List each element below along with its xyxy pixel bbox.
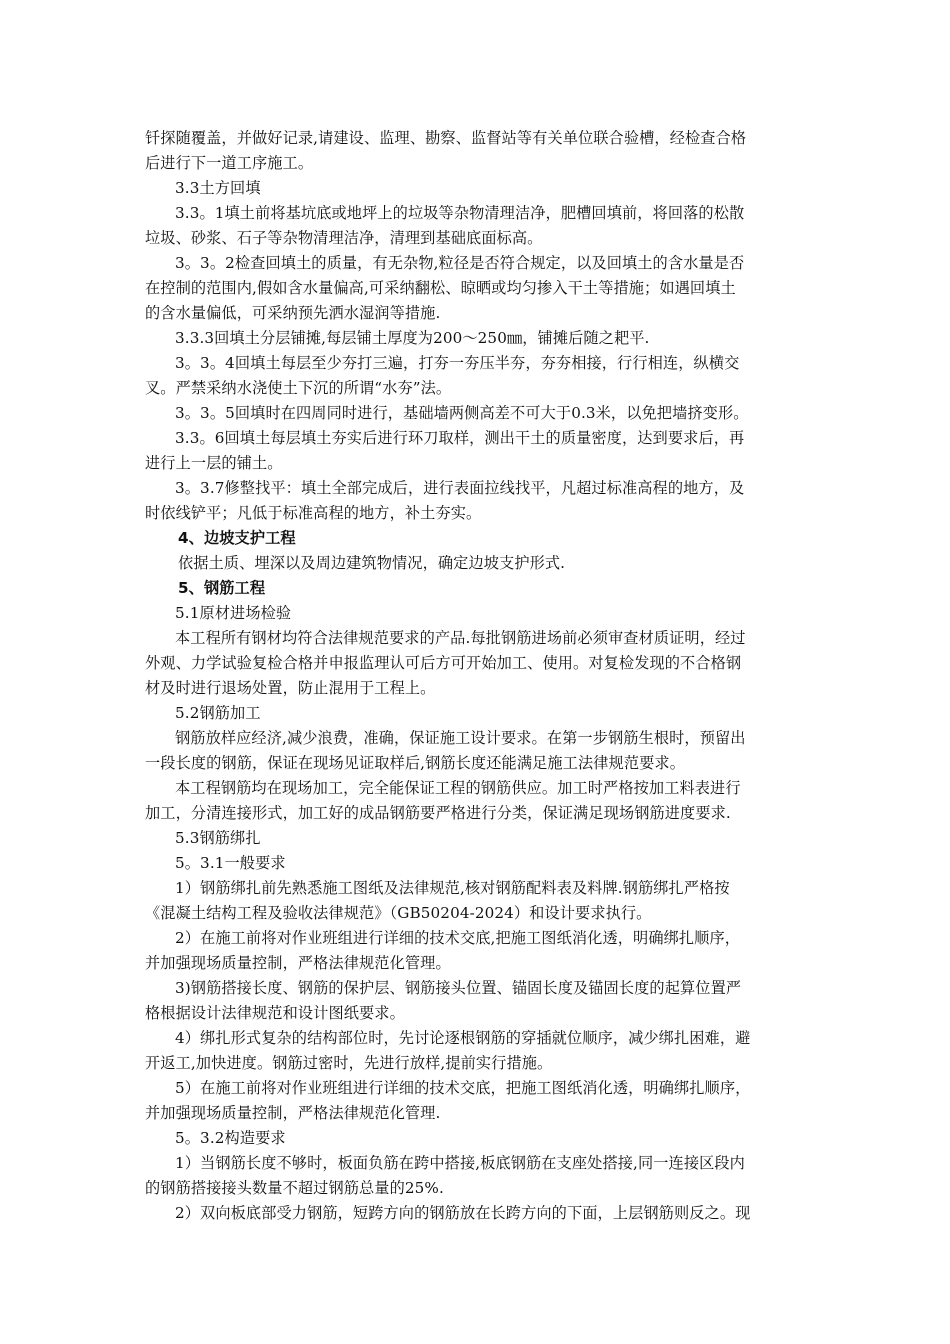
- text-line: 的含水量偏低，可采纳预先洒水湿润等措施.: [145, 304, 441, 322]
- text-line: 4）绑扎形式复杂的结构部位时，先讨论逐根钢筋的穿插就位顺序，减少绑扎困难，避: [175, 1029, 751, 1047]
- text-line: 3。3。4回填土每层至少夯打三遍，打夯一夯压半夯，夯夯相接，行行相连，纵横交: [175, 354, 740, 372]
- text-line: 3.3。1填土前将基坑底或地坪上的垃圾等杂物清理洁净，肥槽回填前，将回落的松散: [175, 204, 745, 222]
- text-line: 3.3.3回填土分层铺摊,每层铺土厚度为200～250㎜，铺摊后随之耙平.: [175, 329, 650, 347]
- text-line: 后进行下一道工序施工。: [145, 154, 314, 172]
- text-line: 格根据设计法律规范和设计图纸要求。: [145, 1004, 405, 1022]
- text-line: 叉。严禁采纳水浇使土下沉的所谓“水夯”法。: [145, 379, 452, 397]
- text-line: 的钢筋搭接接头数量不超过钢筋总量的25%.: [145, 1179, 444, 1197]
- text-line: 开返工,加快进度。钢筋过密时，先进行放样,提前实行措施。: [145, 1054, 553, 1072]
- text-line: 加工，分清连接形式，加工好的成品钢筋要严格进行分类，保证满足现场钢筋进度要求.: [145, 804, 731, 822]
- text-line: 3。3。5回填时在四周同时进行，基础墙两侧高差不可大于0.3米，以免把墙挤变形。: [175, 404, 749, 422]
- text-line: 3.3。6回填土每层填土夯实后进行环刀取样，测出干土的质量密度，达到要求后，再: [175, 429, 745, 447]
- text-line: 并加强现场质量控制，严格法律规范化管理。: [145, 954, 451, 972]
- text-line: 3)钢筋搭接长度、钢筋的保护层、钢筋接头位置、锚固长度及锚固长度的起算位置严: [175, 979, 742, 997]
- text-line: 1）当钢筋长度不够时，板面负筋在跨中搭接,板底钢筋在支座处搭接,同一连接区段内: [175, 1154, 745, 1172]
- text-line: 5）在施工前将对作业班组进行详细的技术交底，把施工图纸消化透，明确绑扎顺序，: [175, 1079, 751, 1097]
- text-line: 本工程钢筋均在现场加工，完全能保证工程的钢筋供应。加工时严格按加工料表进行: [175, 779, 741, 797]
- subsection-heading: 5.1原材进场检验: [175, 604, 292, 622]
- subsection-heading: 5。3.1一般要求: [175, 854, 286, 872]
- section-heading: 3.3土方回填: [175, 179, 261, 197]
- text-line: 3。3。2检查回填土的质量，有无杂物,粒径是否符合规定，以及回填土的含水量是否: [175, 254, 745, 272]
- text-line: 依据土质、埋深以及周边建筑物情况，确定边坡支护形式.: [178, 554, 566, 572]
- section-heading: 5、钢筋工程: [178, 579, 266, 597]
- subsection-heading: 5.3钢筋绑扎: [175, 829, 261, 847]
- text-line: 外观、力学试验复检合格并申报监理认可后方可开始加工、使用。对复检发现的不合格钢: [145, 654, 742, 672]
- text-line: 材及时进行退场处置，防止混用于工程上。: [145, 679, 436, 697]
- section-heading: 4、边坡支护工程: [178, 529, 296, 547]
- text-line: 并加强现场质量控制，严格法律规范化管理.: [145, 1104, 441, 1122]
- subsection-heading: 5。3.2构造要求: [175, 1129, 286, 1147]
- text-line: 一段长度的钢筋，保证在现场见证取样后,钢筋长度还能满足施工法律规范要求。: [145, 754, 685, 772]
- text-line: 在控制的范围内,假如含水量偏高,可采纳翻松、晾晒或均匀掺入干土等措施；如遇回填土: [145, 279, 736, 297]
- text-line: 1）钢筋绑扎前先熟悉施工图纸及法律规范,核对钢筋配料表及料牌.钢筋绑扎严格按: [175, 879, 730, 897]
- text-line: 时依线铲平；凡低于标准高程的地方，补土夯实。: [145, 504, 482, 522]
- text-line: 垃圾、砂浆、石子等杂物清理洁净，清理到基础底面标高。: [145, 229, 543, 247]
- text-line: 《混凝土结构工程及验收法律规范》（GB50204-2024）和设计要求执行。: [145, 904, 652, 922]
- text-line: 本工程所有钢材均符合法律规范要求的产品.每批钢筋进场前必须审查材质证明，经过: [175, 629, 746, 647]
- text-line: 2）在施工前将对作业班组进行详细的技术交底,把施工图纸消化透，明确绑扎顺序，: [175, 929, 741, 947]
- text-line: 钎探随覆盖，并做好记录,请建设、监理、勘察、监督站等有关单位联合验槽，经检查合格: [145, 129, 747, 147]
- text-line: 进行上一层的铺土。: [145, 454, 283, 472]
- subsection-heading: 5.2钢筋加工: [175, 704, 261, 722]
- text-line: 钢筋放样应经济,减少浪费，准确，保证施工设计要求。在第一步钢筋生根时，预留出: [175, 729, 746, 747]
- text-line: 2）双向板底部受力钢筋，短跨方向的钢筋放在长跨方向的下面，上层钢筋则反之。现: [175, 1204, 751, 1222]
- text-line: 3。3.7修整找平：填土全部完成后，进行表面拉线找平，凡超过标准高程的地方，及: [175, 479, 745, 497]
